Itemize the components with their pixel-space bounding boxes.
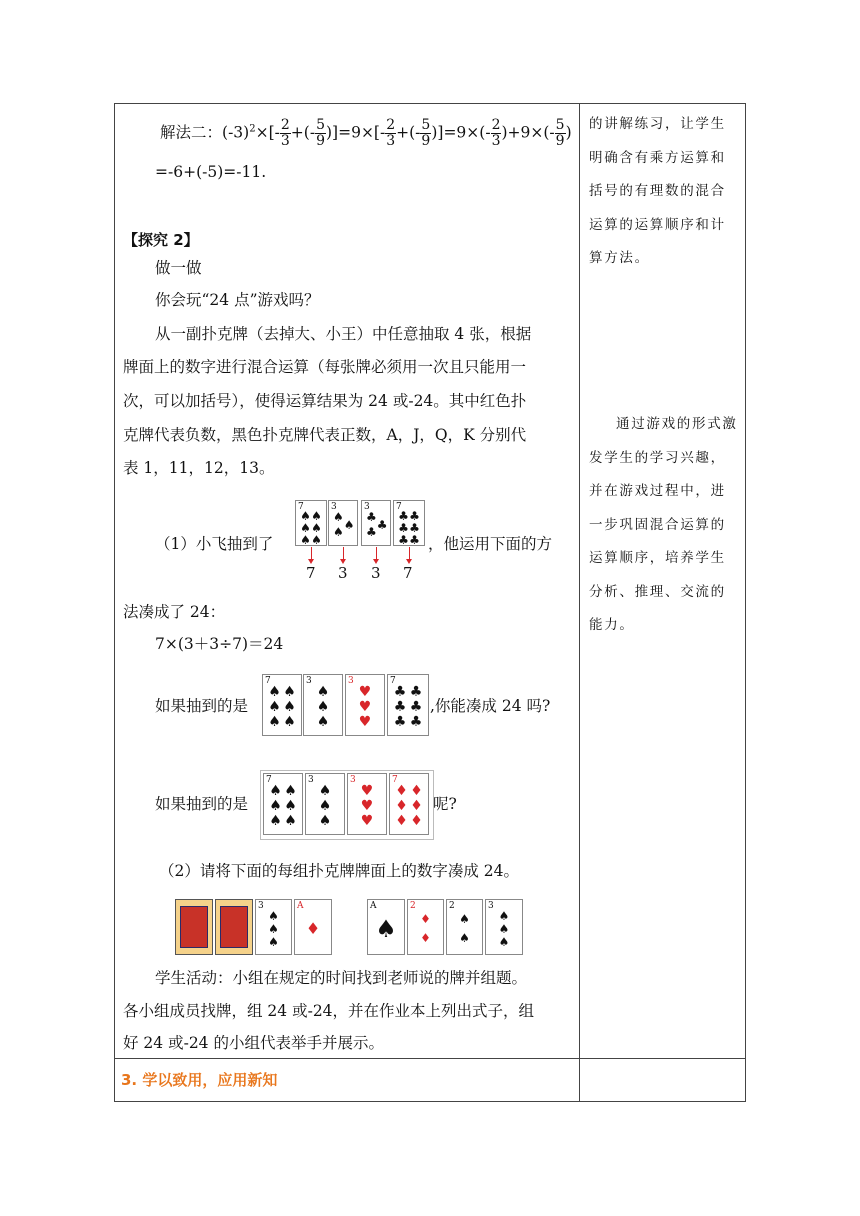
card-seven-diamonds: 7 ♦ ♦ ♦ ♦ ♦ ♦ (389, 773, 429, 835)
card-two-diamonds: 2 ♦ ♦ (407, 899, 444, 955)
item1-suffix: ，他运用下面的方 (428, 535, 553, 553)
card-seven-spades: 7 ♠ ♠ ♠ ♠ ♠ ♠ (295, 500, 327, 546)
card-seven-clubs: 7 ♣ ♣ ♣ ♣ ♣ ♣ (393, 500, 425, 546)
card-number-1: 7 (306, 564, 316, 582)
arrow-3 (376, 547, 377, 560)
explore-heading: 【探究 2】 (123, 231, 199, 249)
card-three-hearts-c: 3 ♥ ♥ ♥ (347, 773, 387, 835)
para-line-4: 克牌代表负数，黑色扑克牌代表正数，A，J，Q，K 分别代 (123, 426, 527, 444)
card-three-spades-d: 3 ♠ ♠ ♠ (255, 899, 292, 955)
card-number-2: 3 (338, 564, 348, 582)
column-divider (579, 104, 580, 1101)
card-three-spades-b: 3 ♠ ♠ ♠ (303, 674, 343, 736)
card-two-spades: 2 ♠ ♠ (446, 899, 483, 955)
card-three-clubs: 3 ♣ ♣ ♣ (361, 500, 391, 546)
card-three-spades: 3 ♠ ♠ ♠ (328, 500, 358, 546)
card-seven-clubs-b: 7 ♣ ♣ ♣ ♣ ♣ ♣ (387, 674, 429, 736)
card-number-4: 7 (403, 564, 413, 582)
card-three-spades-e: 3 ♠ ♠ ♠ (485, 899, 523, 955)
question: 你会玩“24 点”游戏吗？ (155, 291, 320, 309)
formula: 7×(3＋3÷7)＝24 (155, 635, 284, 653)
card-number-3: 3 (371, 564, 381, 582)
card-three-spades-c: 3 ♠ ♠ ♠ (305, 773, 345, 835)
para-line-2: 牌面上的数字进行混合运算（每张牌必须用一次且只能用一 (123, 358, 527, 376)
solution2-line2: =-6+(-5)=-11. (155, 163, 267, 181)
card-queen-spades (175, 899, 213, 955)
main-column (115, 104, 579, 1058)
item2: （2）请将下面的每组扑克牌牌面上的数字凑成 24。 (159, 862, 520, 880)
do-it-label: 做一做 (155, 259, 202, 277)
card-queen-hearts (215, 899, 253, 955)
para-line-1: 从一副扑克牌（去掉大、小王）中任意抽取 4 张，根据 (155, 325, 532, 343)
if1-prefix: 如果抽到的是 (155, 697, 249, 715)
if2-prefix: 如果抽到的是 (155, 795, 249, 813)
arrow-4 (409, 547, 410, 560)
card-ace-spades: A ♠ (367, 899, 405, 955)
arrow-2 (343, 547, 344, 560)
para-line-3: 次，可以加括号），使得运算结果为 24 或-24。其中红色扑 (123, 392, 527, 410)
side-note-1: 的讲解练习，让学生明确含有乘方运算和括号的有理数的混合运算的运算顺序和计算方法。 (589, 116, 726, 266)
para-line-5: 表 1，11，12，13。 (123, 459, 275, 477)
card-seven-spades-c: 7 ♠ ♠ ♠ ♠ ♠ ♠ (263, 773, 303, 835)
card-seven-spades-b: 7 ♠ ♠ ♠ ♠ ♠ ♠ (262, 674, 302, 736)
activity-line-3: 好 24 或-24 的小组代表举手并展示。 (123, 1034, 384, 1052)
if2-suffix: 呢? (433, 795, 457, 813)
section3-heading: 3. 学以致用，应用新知 (121, 1071, 278, 1089)
item1-prefix: （1）小飞抽到了 (155, 535, 274, 553)
side-note-2: 通过游戏的形式激发学生的学习兴趣，并在游戏过程中，进一步巩固混合运算的运算顺序，培养学生分析、推理、交流的能力。 (589, 416, 738, 633)
activity-line-1: 学生活动：小组在规定的时间找到老师说的牌并组题。 (155, 969, 528, 987)
arrow-1 (311, 547, 312, 560)
card-ace-diamonds: A ♦ (294, 899, 332, 955)
activity-line-2: 各小组成员找牌，组 24 或-24，并在作业本上列出式子，组 (123, 1002, 535, 1020)
row-divider (115, 1058, 745, 1059)
notes-column (581, 104, 745, 1058)
lesson-table (114, 103, 746, 1102)
solution2-line1: 解法二：$(-3)^2\times[-$ $\frac{2}{3}$ +(- $\frac{5}{9}$ )]=9×[- $\frac{2}{3}$ +(- $\frac{5}{9}$ )]=9×(- $\frac{2}{3}$ )+9×(- $\frac{5}{9}$ ) (160, 117, 572, 149)
if1-suffix: ,你能凑成 24 吗? (430, 697, 551, 715)
card-three-hearts: 3 ♥ ♥ ♥ (345, 674, 385, 736)
item1-continue: 法凑成了 24： (123, 603, 226, 621)
